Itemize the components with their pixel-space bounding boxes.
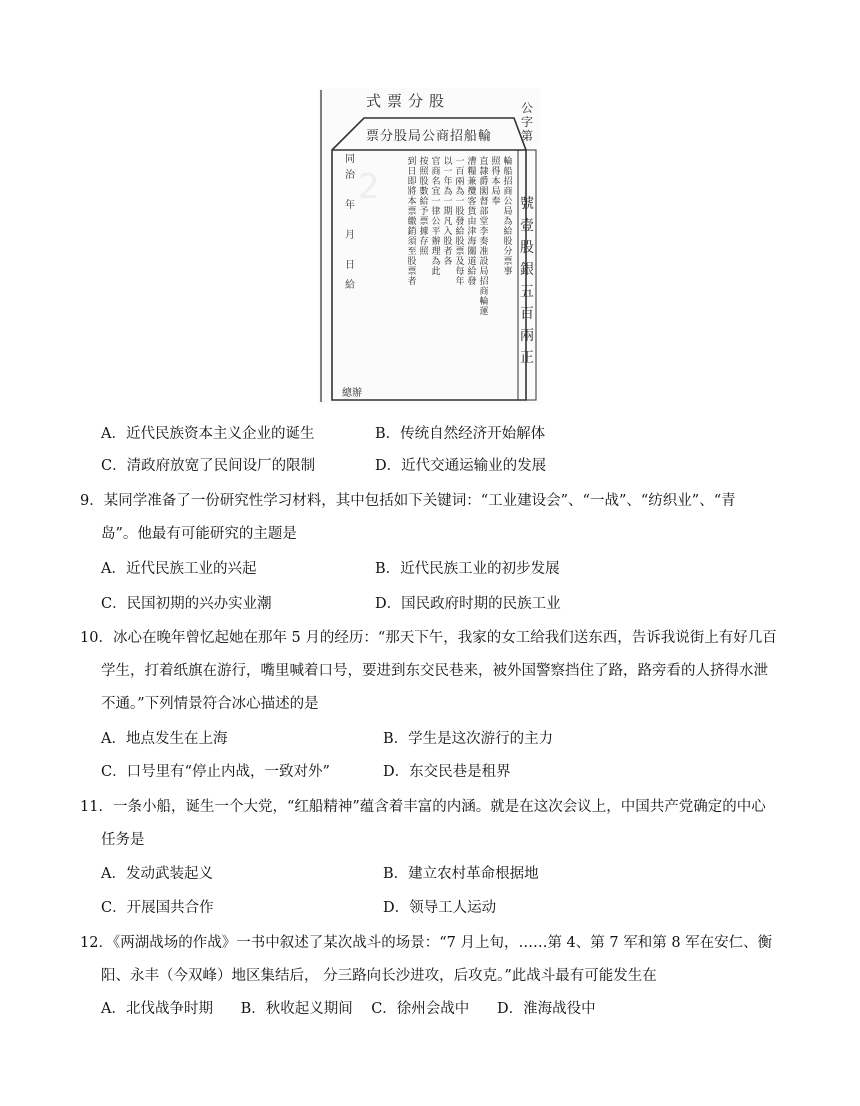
certificate-amount-char: 正 (520, 350, 534, 366)
certificate-body-char: 准 (479, 247, 489, 257)
certificate-body-char: 一 (431, 197, 441, 207)
certificate-body-char: 宜 (431, 187, 441, 197)
certificate-body-char: 股 (455, 237, 465, 247)
certificate-body-char: 票 (503, 257, 513, 267)
certificate-body-char: 及 (455, 257, 465, 267)
q9-stem-line2: 岛”。他最有可能研究的主题是 (101, 526, 297, 542)
certificate-date-char: 日 (345, 260, 355, 271)
certificate-body-char: 入 (443, 227, 453, 237)
q8-option-b[interactable]: B．传统自然经济开始解体 (375, 426, 546, 442)
certificate-body-char: 數 (419, 187, 429, 197)
certificate-body-char: 照 (419, 167, 429, 177)
certificate-body-char: 道 (467, 257, 477, 267)
certificate-amount-char: 股 (520, 240, 534, 256)
certificate-body-char: 者 (407, 277, 417, 287)
certificate-body-char: 年 (455, 277, 465, 287)
q10-stem-line3: 不通。”下列情景符合冰心描述的是 (101, 696, 319, 712)
certificate-body-char: 一 (443, 167, 453, 177)
certificate-body-char: 股 (503, 237, 513, 247)
certificate-amount-char: 壹 (520, 218, 534, 234)
certificate-body-char: 繳 (407, 217, 417, 227)
certificate-body-char: 商 (503, 187, 513, 197)
certificate-amount-char: 銀 (520, 262, 534, 278)
certificate-body-char: 本 (407, 197, 417, 207)
q10-option-a[interactable]: A．地点发生在上海 (101, 731, 228, 747)
q11-option-c[interactable]: C．开展国共合作 (101, 900, 214, 916)
certificate-body-char: 年 (443, 177, 453, 187)
certificate-date-char: 治 (345, 170, 355, 181)
q9-option-a[interactable]: A．近代民族工业的兴起 (101, 561, 257, 577)
q9-stem-line1: 9．某同学准备了一份研究性学习材料，其中包括如下关键词：“工业建设会”、“一战”、“纺织业”、“青 (80, 493, 736, 509)
certificate-body-char: 即 (407, 177, 417, 187)
certificate-body-char: 將 (407, 187, 417, 197)
certificate-body-char: 運 (479, 307, 489, 317)
certificate-body-char: 為 (503, 217, 513, 227)
q10-stem-line1: 10．冰心在晚年曾忆起她在那年 5 月的经历：“那天下午，我家的女工给我们送东西，告诉我说街上有好几百 (80, 630, 777, 646)
certificate-body-char: 局 (479, 267, 489, 277)
certificate-body-char: 給 (455, 227, 465, 237)
certificate-stamp: 總辦 (342, 388, 362, 399)
q9-option-c[interactable]: C．民国初期的兴办实业潮 (101, 596, 272, 612)
certificate-number-char: 字 (520, 115, 534, 129)
certificate-body-char: 李 (479, 227, 489, 237)
certificate-body-char: 局 (503, 207, 513, 217)
certificate-body-char: 以 (443, 157, 453, 167)
q10-stem-line2: 学生，打着纸旗在游行，嘴里喊着口号，要进到东交民巷来，被外国警察挡住了路，路旁看的人挤得水泄 (101, 663, 768, 679)
q12-stem-line2: 阳、永丰（今双峰）地区集结后， 分三路向长沙进攻，后攻克。”此战斗最有可能发生在 (101, 968, 657, 984)
certificate-body-char: 期 (443, 207, 453, 217)
certificate-body-char: 至 (407, 247, 417, 257)
certificate-body-char: 給 (503, 227, 513, 237)
certificate-body-char: 據 (419, 227, 429, 237)
certificate-body-char: 凡 (443, 217, 453, 227)
certificate-body-char: 津 (467, 227, 477, 237)
certificate-date-char: 月 (345, 230, 355, 241)
q12-stem-line1: 12．《两湖战场的作战》一书中叙述了某次战斗的场景：“7 月上旬，……第 4、第 7 军和第 8 军在安仁、衡 (80, 935, 773, 951)
certificate-body-char: 部 (479, 207, 489, 217)
certificate-body-char: 發 (467, 277, 477, 287)
certificate-body-char: 股 (443, 237, 453, 247)
certificate-body-char: 一 (455, 197, 465, 207)
certificate-body-char: 糧 (467, 167, 477, 177)
certificate-body-char: 商 (479, 287, 489, 297)
certificate-body-char: 票 (407, 207, 417, 217)
certificate-body-char: 每 (455, 267, 465, 277)
certificate-body-char: 照 (419, 247, 429, 257)
certificate-body-char: 發 (455, 217, 465, 227)
q11-stem-line1: 11．一条小船，诞生一个大党，“红船精神”蕴含着丰富的内涵。就是在这次会议上，中国共产党确定的中心 (80, 799, 766, 815)
q12-options[interactable]: A．北伐战争时期 B．秋收起义期间 C．徐州会战中 D．淮海战役中 (101, 1001, 596, 1017)
certificate-body-char: 奏 (479, 237, 489, 247)
certificate-body-char: 隸 (479, 167, 489, 177)
q10-option-b[interactable]: B．学生是这次游行的主力 (383, 731, 554, 747)
q9-option-d[interactable]: D．国民政府时期的民族工业 (375, 596, 561, 612)
certificate-body-char: 奉 (491, 197, 501, 207)
certificate-body-char: 攬 (467, 187, 477, 197)
certificate-body-char: 兩 (455, 177, 465, 187)
certificate-amount-char: 五 (520, 284, 534, 300)
certificate-date-char: 同 (345, 154, 355, 165)
certificate-body-char: 須 (407, 237, 417, 247)
q8-option-a[interactable]: A．近代民族资本主义企业的诞生 (101, 426, 315, 442)
certificate-body-char: 事 (503, 267, 513, 277)
certificate-body-char: 到 (407, 157, 417, 167)
certificate-header: 票分股局公商招船輪 (365, 129, 493, 144)
certificate-body-char: 律 (431, 207, 441, 217)
certificate-body-char: 關 (467, 247, 477, 257)
certificate-body-char: 票 (455, 247, 465, 257)
certificate-body-char: 此 (431, 267, 441, 277)
q11-option-d[interactable]: D．领导工人运动 (383, 900, 497, 916)
certificate-body-char: 局 (491, 187, 501, 197)
q11-option-a[interactable]: A．发动武装起义 (101, 866, 213, 882)
certificate-body-char: 輪 (503, 157, 513, 167)
certificate-body-char: 海 (467, 237, 477, 247)
certificate-body-char: 公 (503, 197, 513, 207)
certificate-body-char: 票 (407, 267, 417, 277)
certificate-body-char: 兼 (467, 177, 477, 187)
certificate-body-char: 得 (491, 167, 501, 177)
certificate-body-char: 招 (503, 177, 513, 187)
certificate-date-char: 年 (345, 200, 355, 211)
certificate-amount-char: 兩 (520, 328, 534, 344)
certificate-number-char: 公 (520, 101, 534, 115)
certificate-body-char: 名 (431, 177, 441, 187)
q11-option-b[interactable]: B．建立农村革命根据地 (383, 866, 539, 882)
certificate-body-char: 堂 (479, 217, 489, 227)
certificate-body-char: 存 (419, 237, 429, 247)
certificate-amount-char: 百 (520, 306, 534, 322)
certificate-number-char: 第 (520, 129, 534, 143)
certificate-body-char: 給 (467, 267, 477, 277)
certificate-body-char: 予 (419, 207, 429, 217)
q8-option-d[interactable]: D．近代交通运输业的发展 (375, 458, 547, 474)
certificate-body-char: 辦 (431, 237, 441, 247)
certificate-body-char: 官 (431, 157, 441, 167)
certificate-body-char: 給 (419, 197, 429, 207)
certificate-body-char: 照 (491, 157, 501, 167)
certificate-body-char: 為 (443, 187, 453, 197)
certificate-body-char: 招 (479, 277, 489, 287)
certificate-body-char: 股 (407, 257, 417, 267)
certificate-body-char: 日 (407, 167, 417, 177)
certificate-body-char: 督 (479, 197, 489, 207)
certificate-body-char: 分 (503, 247, 513, 257)
certificate-body-char: 理 (431, 247, 441, 257)
certificate-body-char: 設 (479, 257, 489, 267)
certificate-amount-char: 號 (520, 196, 534, 212)
share-certificate-image (318, 88, 540, 404)
certificate-body-char: 銷 (407, 227, 417, 237)
q8-option-c[interactable]: C．清政府放宽了民间设厂的限制 (101, 458, 316, 474)
q11-stem-line2: 任务是 (101, 832, 145, 848)
certificate-body-char: 為 (431, 257, 441, 267)
certificate-body-char: 百 (455, 167, 465, 177)
certificate-body-char: 一 (443, 197, 453, 207)
certificate-body-char: 由 (467, 217, 477, 227)
certificate-body-char: 閣 (479, 187, 489, 197)
certificate-number-label (521, 101, 533, 143)
certificate-date-char: 給 (345, 280, 355, 291)
certificate-body-char: 各 (443, 257, 453, 267)
certificate-body-char: 股 (455, 207, 465, 217)
certificate-body-char: 一 (455, 157, 465, 167)
certificate-body-char: 公 (431, 217, 441, 227)
certificate-body-char: 客 (467, 197, 477, 207)
q9-option-b[interactable]: B．近代民族工业的初步发展 (375, 561, 560, 577)
certificate-body-char: 直 (479, 157, 489, 167)
certificate-body-char: 輪 (479, 297, 489, 307)
certificate-body-char: 船 (503, 167, 513, 177)
watermark: 2 (358, 167, 380, 207)
certificate-body-char: 本 (491, 177, 501, 187)
certificate-body-char: 票 (419, 217, 429, 227)
certificate-body-char: 按 (419, 157, 429, 167)
certificate-body-char: 為 (455, 187, 465, 197)
q10-option-d[interactable]: D．东交民巷是租界 (383, 764, 511, 780)
certificate-title: 式票分股 (365, 92, 451, 110)
certificate-body-char: 商 (431, 167, 441, 177)
certificate-body-char: 者 (443, 247, 453, 257)
certificate-body-char: 漕 (467, 157, 477, 167)
certificate-body-char: 平 (431, 227, 441, 237)
certificate-body-char: 爵 (479, 177, 489, 187)
certificate-body-char: 股 (419, 177, 429, 187)
q10-option-c[interactable]: C．口号里有“停止内战，一致对外” (101, 764, 330, 780)
certificate-body-char: 貨 (467, 207, 477, 217)
